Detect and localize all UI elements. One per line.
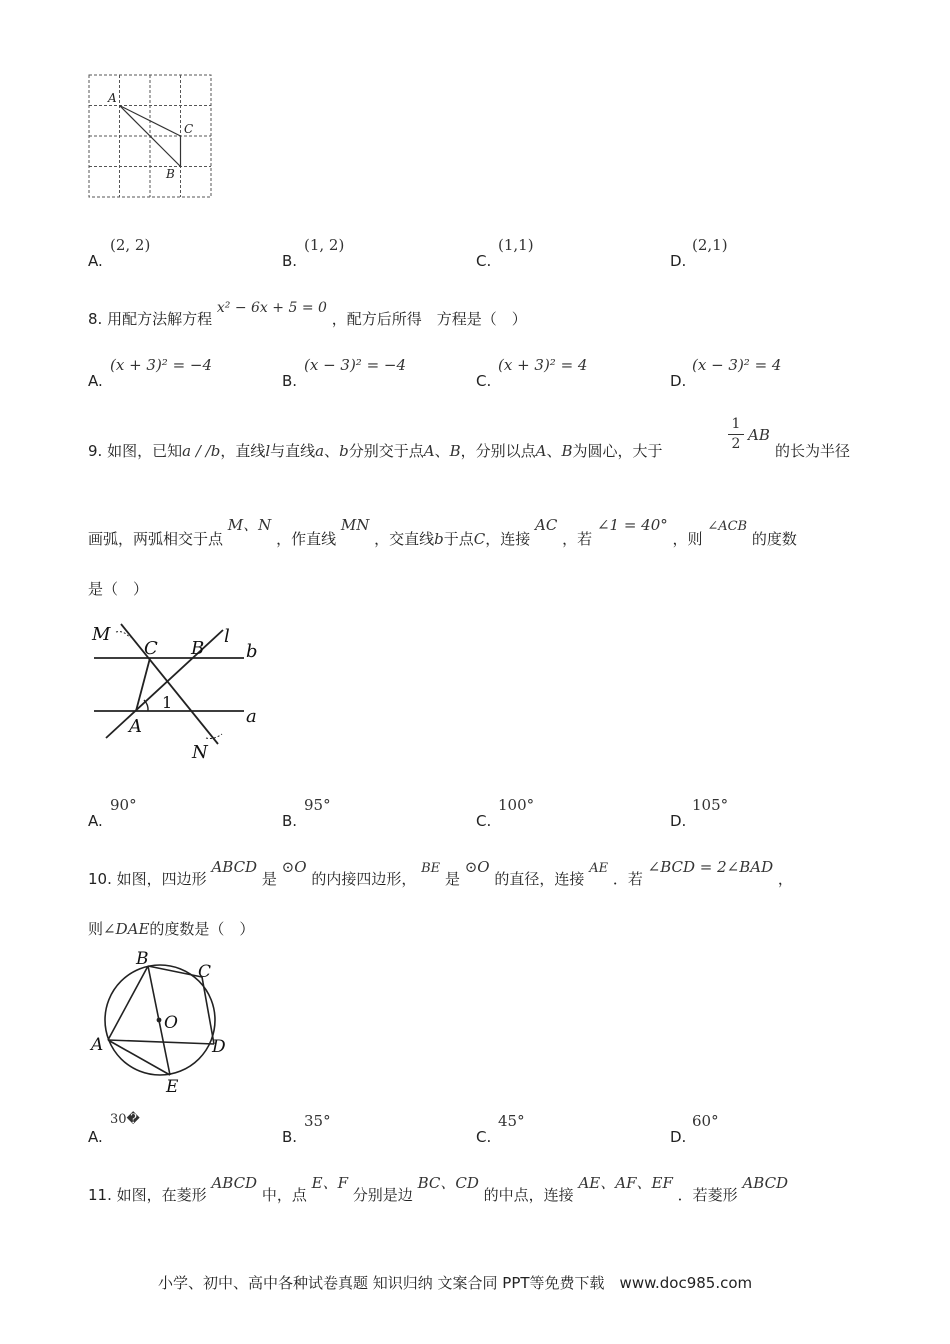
q9-math: b	[339, 442, 349, 460]
q7-fig-label-c: C	[184, 122, 194, 136]
q8-text: 用配方法解方程	[107, 310, 213, 328]
q10-math: ∠DAE	[103, 920, 150, 938]
q10-text: ．若	[612, 870, 643, 888]
q10-text: 如图，四边形	[116, 870, 207, 888]
option-label: D.	[670, 812, 687, 830]
q11-text: 中，点	[261, 1186, 307, 1204]
q9-text: 于点	[443, 530, 474, 548]
q9-text: ，若	[562, 530, 593, 548]
q9-fig-label-b-line: b	[246, 641, 258, 662]
q11-number: 11.	[88, 1186, 112, 1204]
q9-math: MN	[340, 516, 370, 534]
option-label: B.	[282, 1128, 298, 1146]
q10-stem-line2	[88, 918, 254, 939]
q10-fig-label-b: B	[136, 949, 149, 969]
option-value: (x − 3)² = −4	[304, 356, 407, 374]
q9-text: 、	[434, 442, 450, 460]
option-label: A.	[88, 372, 103, 390]
q9-fig-label-n: N	[192, 742, 208, 763]
q9-math: A	[535, 442, 547, 460]
q9-math: ∠1 = 40°	[596, 516, 668, 534]
q10-math: ⊙O	[281, 858, 307, 876]
q11-text: 的中点，连接	[483, 1186, 574, 1204]
q9-text: ，则	[672, 530, 703, 548]
option-label: B.	[282, 252, 298, 270]
q9-math: l	[265, 442, 271, 460]
q11-text: ．若菱形	[677, 1186, 738, 1204]
q9-text: ，直线	[220, 442, 266, 460]
option-value: 105°	[692, 796, 729, 814]
option-value: (2, 2)	[110, 236, 151, 254]
q10-math: ∠BCD = 2∠BAD	[647, 858, 774, 876]
q9-math: A	[423, 442, 435, 460]
option-value: 30�	[110, 1112, 140, 1127]
q9-math: ∠ACB	[707, 519, 748, 534]
q7-grid-figure	[86, 72, 216, 202]
option-label: C.	[476, 372, 492, 390]
option-value: 60°	[692, 1112, 719, 1130]
q11-math: E、F	[311, 1174, 349, 1192]
q10-math: AE	[589, 861, 609, 876]
q9-text: ，作直线	[276, 530, 337, 548]
q10-text: 的直径，连接	[494, 870, 585, 888]
q11-math: BC、CD	[417, 1174, 479, 1192]
option-label: B.	[282, 372, 298, 390]
option-value: 45°	[498, 1112, 525, 1130]
option-value: 95°	[304, 796, 331, 814]
q9-math: a / /b	[182, 442, 221, 460]
q9-fig-label-a-line: a	[246, 706, 257, 727]
q11-math: ABCD	[211, 1174, 258, 1192]
q9-math: AC	[535, 516, 558, 534]
page-footer: 小学、初中、高中各种试卷真题 知识归纳 文案合同 PPT等免费下载 www.doc985.com	[158, 1274, 753, 1292]
q10-fig-label-o: O	[164, 1013, 178, 1033]
q9-fig-label-l: l	[224, 626, 230, 647]
q9-text: 分别交于点	[348, 442, 424, 460]
fraction-numerator: 1	[731, 416, 741, 432]
q10-figure	[86, 948, 246, 1098]
q10-fig-label-d: D	[212, 1037, 226, 1057]
q10-stem-line1	[88, 856, 793, 888]
q9-fig-label-a: A	[129, 716, 142, 737]
q9-math: AB	[748, 426, 770, 444]
q8-number: 8.	[88, 310, 103, 328]
option-value: (2,1)	[692, 236, 728, 254]
option-label: C.	[476, 252, 492, 270]
option-label: A.	[88, 252, 103, 270]
q9-math: B	[449, 442, 461, 460]
option-value: (x + 3)² = 4	[498, 356, 588, 374]
q10-number: 10.	[88, 870, 112, 888]
q10-fig-label-c: C	[198, 962, 212, 982]
q10-text: 的内接四边形，	[311, 870, 417, 888]
q9-text: 为圆心，大于	[572, 442, 663, 460]
q9-stem-line1	[88, 440, 663, 461]
q9-text: ，连接	[485, 530, 531, 548]
q9-text: 、	[546, 442, 562, 460]
option-label: D.	[670, 1128, 687, 1146]
q10-math: ABCD	[211, 858, 258, 876]
q9-fig-label-b: B	[191, 638, 205, 659]
option-value: (1, 2)	[304, 236, 345, 254]
q9-text: 、	[324, 442, 340, 460]
q7-fig-label-a: A	[108, 91, 117, 105]
option-label: C.	[476, 812, 492, 830]
q9-fraction	[728, 416, 744, 453]
q9-fig-label-one: 1	[162, 693, 173, 712]
option-value: 100°	[498, 796, 535, 814]
option-label: A.	[88, 1128, 103, 1146]
q9-math: a	[315, 442, 325, 460]
q9-fig-label-c: C	[144, 638, 158, 659]
q9-text: 的度数	[751, 530, 797, 548]
q10-text: 是	[261, 870, 277, 888]
q9-text: 画弧，两弧相交于点	[88, 530, 224, 548]
q9-stem-line2	[88, 516, 797, 549]
option-value: (x − 3)² = 4	[692, 356, 782, 374]
option-label: D.	[670, 252, 687, 270]
option-value: (1,1)	[498, 236, 534, 254]
q9-fig-label-m: M	[92, 624, 111, 645]
option-value: 35°	[304, 1112, 331, 1130]
q10-fig-label-a: A	[91, 1035, 104, 1055]
q9-math: B	[561, 442, 573, 460]
q9-number: 9.	[88, 442, 103, 460]
option-value: 90°	[110, 796, 137, 814]
q9-text: ，交直线	[374, 530, 435, 548]
q7-fig-label-b: B	[166, 167, 175, 181]
q8-equation: x² − 6x + 5 = 0	[216, 300, 327, 316]
option-label: C.	[476, 1128, 492, 1146]
q8-text: ，配方后所得 方程是（ ）	[331, 310, 527, 328]
q9-figure	[86, 616, 276, 766]
q11-math: AE、AF、EF	[578, 1174, 673, 1192]
q9-text: 与直线	[270, 442, 316, 460]
q9-math: C	[473, 530, 486, 548]
option-value: (x + 3)² = −4	[110, 356, 213, 374]
option-label: A.	[88, 812, 103, 830]
q10-math: BE	[421, 861, 441, 876]
q9-text: 如图，已知	[107, 442, 183, 460]
q9-text: 的长为半径	[775, 442, 851, 460]
q9-stem-line3: 是（ ）	[88, 580, 149, 598]
q9-math: b	[434, 530, 444, 548]
q10-text: 则	[88, 920, 104, 938]
q9-math: M、N	[227, 516, 272, 534]
q11-text: 如图，在菱形	[116, 1186, 207, 1204]
q11-math: ABCD	[742, 1174, 789, 1192]
q11-text: 分别是边	[352, 1186, 413, 1204]
q10-text: 的度数是（ ）	[149, 920, 255, 938]
q10-text: ，	[777, 870, 793, 888]
fraction-denominator: 2	[731, 436, 741, 452]
q10-text: 是	[444, 870, 460, 888]
fraction-bar	[728, 434, 744, 435]
q11-stem-line1	[88, 1172, 789, 1204]
q10-fig-label-e: E	[166, 1077, 179, 1097]
q9-text: ，分别以点	[460, 442, 536, 460]
option-label: B.	[282, 812, 298, 830]
q10-math: ⊙O	[464, 858, 490, 876]
option-label: D.	[670, 372, 687, 390]
q8-stem	[88, 296, 527, 328]
